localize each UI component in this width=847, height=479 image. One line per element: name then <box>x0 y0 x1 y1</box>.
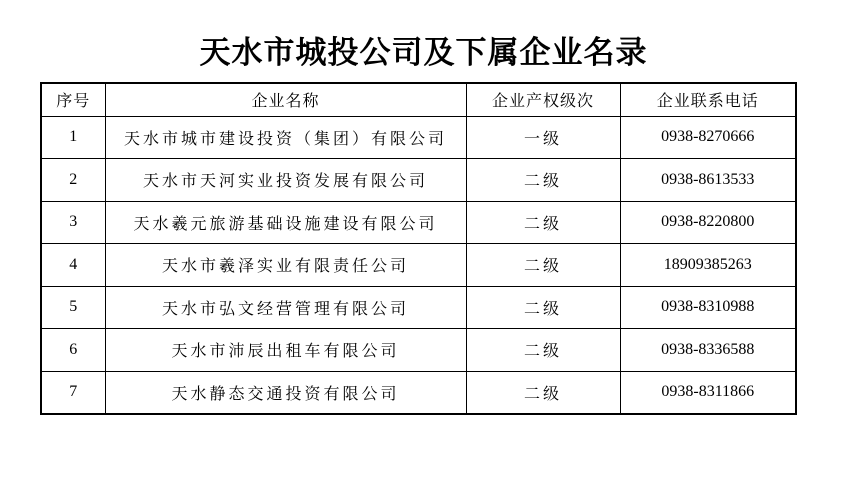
cell-index: 7 <box>41 371 105 414</box>
table-body <box>41 116 796 414</box>
cell-equity-level: 一级 <box>466 116 620 159</box>
cell-company-name: 天水市沛辰出租车有限公司 <box>105 329 466 372</box>
cell-index: 4 <box>41 244 105 287</box>
cell-index: 5 <box>41 286 105 329</box>
cell-company-name: 天水市弘文经营管理有限公司 <box>105 286 466 329</box>
column-header-level: 企业产权级次 <box>466 83 620 116</box>
table-row <box>41 371 796 414</box>
table-row <box>41 201 796 244</box>
cell-contact-phone: 0938-8220800 <box>620 201 796 244</box>
cell-company-name: 天水市天河实业投资发展有限公司 <box>105 159 466 202</box>
cell-contact-phone: 0938-8270666 <box>620 116 796 159</box>
cell-contact-phone: 18909385263 <box>620 244 796 287</box>
cell-index: 2 <box>41 159 105 202</box>
cell-company-name: 天水市羲泽实业有限责任公司 <box>105 244 466 287</box>
cell-equity-level: 二级 <box>466 329 620 372</box>
cell-company-name: 天水市城市建设投资（集团）有限公司 <box>105 116 466 159</box>
cell-equity-level: 二级 <box>466 286 620 329</box>
column-header-phone: 企业联系电话 <box>620 83 796 116</box>
company-directory-table <box>40 82 797 415</box>
cell-contact-phone: 0938-8613533 <box>620 159 796 202</box>
table-row <box>41 329 796 372</box>
table-row <box>41 286 796 329</box>
cell-contact-phone: 0938-8310988 <box>620 286 796 329</box>
cell-index: 1 <box>41 116 105 159</box>
cell-contact-phone: 0938-8336588 <box>620 329 796 372</box>
cell-equity-level: 二级 <box>466 159 620 202</box>
cell-equity-level: 二级 <box>466 201 620 244</box>
cell-equity-level: 二级 <box>466 244 620 287</box>
cell-index: 6 <box>41 329 105 372</box>
column-header-name: 企业名称 <box>105 83 466 116</box>
table-row <box>41 116 796 159</box>
cell-index: 3 <box>41 201 105 244</box>
table-header-row <box>41 83 796 116</box>
cell-contact-phone: 0938-8311866 <box>620 371 796 414</box>
page-title: 天水市城投公司及下属企业名录 <box>199 35 648 70</box>
table-row <box>41 244 796 287</box>
cell-equity-level: 二级 <box>466 371 620 414</box>
table-header <box>41 83 796 116</box>
table-row <box>41 159 796 202</box>
cell-company-name: 天水静态交通投资有限公司 <box>105 371 466 414</box>
cell-company-name: 天水羲元旅游基础设施建设有限公司 <box>105 201 466 244</box>
column-header-index: 序号 <box>41 83 105 116</box>
